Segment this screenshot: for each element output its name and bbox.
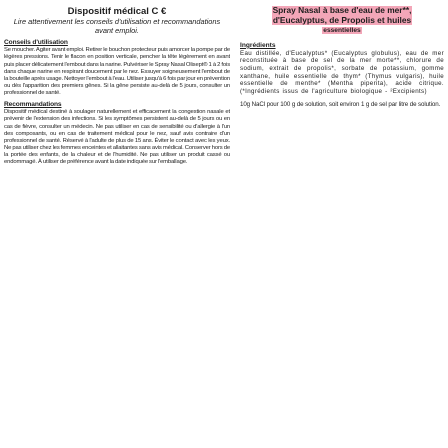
usage-heading: Conseils d'utilisation: [4, 39, 68, 47]
product-title: [240, 6, 444, 36]
right-panel: [240, 6, 444, 306]
product-title-line2: d'Eucalyptus, de Propolis et huiles: [272, 14, 412, 25]
salt-note: 10g NaCl pour 100 g de solution, soit environ 1 g de sel par litre de solution.: [240, 101, 441, 109]
device-title: Dispositif médical C €: [67, 6, 167, 17]
ingredients-text: Eau distillée, d'Eucalyptus* (Eucalyptus globulus), eau de mer reconstituée à base de sel de la mer morte**, chlorure de sodium, extrait de propolis*, sorbate de potassium, gomme xanthane, huile essentielle de thym* (Thymus vulgaris), huile essentielle de menthe* (Mentha piperita), acide citrique. (*Ingrédients issus de l'agriculture biologique - ²Excipients): [240, 49, 444, 95]
product-title-line1: Spray Nasal à base d'eau de mer**,: [272, 6, 412, 15]
product-title-line3: essentielles: [323, 27, 361, 35]
usage-text: Se moucher. Agiter avant emploi. Retirer le bouchon protecteur puis amorcer la pompe par de légères pressions. Tenir le flacon en position verticale, pencher la tête légèrement en avant puis placer délicatement l'embout dans la narine. Pulvériser le Spray Nasal Olisept® 1 à 2 fois dans chaque narine en respirant doucement par le nez. Essuyer soigneusement l'embout de la bouteille après usage. Nettoyer l'embout à l'eau. Utiliser jusqu'à 6 fois par jour en prévention ou dès l'apparition des premiers gênes. Si la gêne persiste au-delà de 5 jours, consulter un professionnel de santé.: [4, 47, 230, 97]
instructions-subtitle: Lire attentivement les conseils d'utilisation et recommandations avant emploi.: [13, 17, 221, 35]
left-panel: [4, 6, 230, 444]
recommendations-text: Dispositif médical destiné à soulager naturellement et efficacement la congestion nasale et prévenir de l'extension des infections. Si les symptômes persistent au-delà de 5 jours ou en cas de fièvre, consulter un médecin. Ne pas utiliser en cas de sensibilité ou d'allergie à l'un des composants, ou en cas de traitement médical pour le nez, sauf avis contraire d'un professionnel de santé. Réservé à l'adulte de plus de 15 ans. Éviter le contact avec les yeux. Ne pas utiliser chez les femmes enceintes et allaitantes sans avis médical. Conserver hors de la portée des enfants, de la chaleur et de l'humidité. Ne pas utiliser un produit cassé ou endommagé. À utiliser de préférence avant la date indiquée sur l'emballage.: [4, 109, 230, 166]
recommendations-heading: Recommandations: [4, 101, 62, 109]
ingredients-heading: Ingrédients: [240, 41, 276, 49]
